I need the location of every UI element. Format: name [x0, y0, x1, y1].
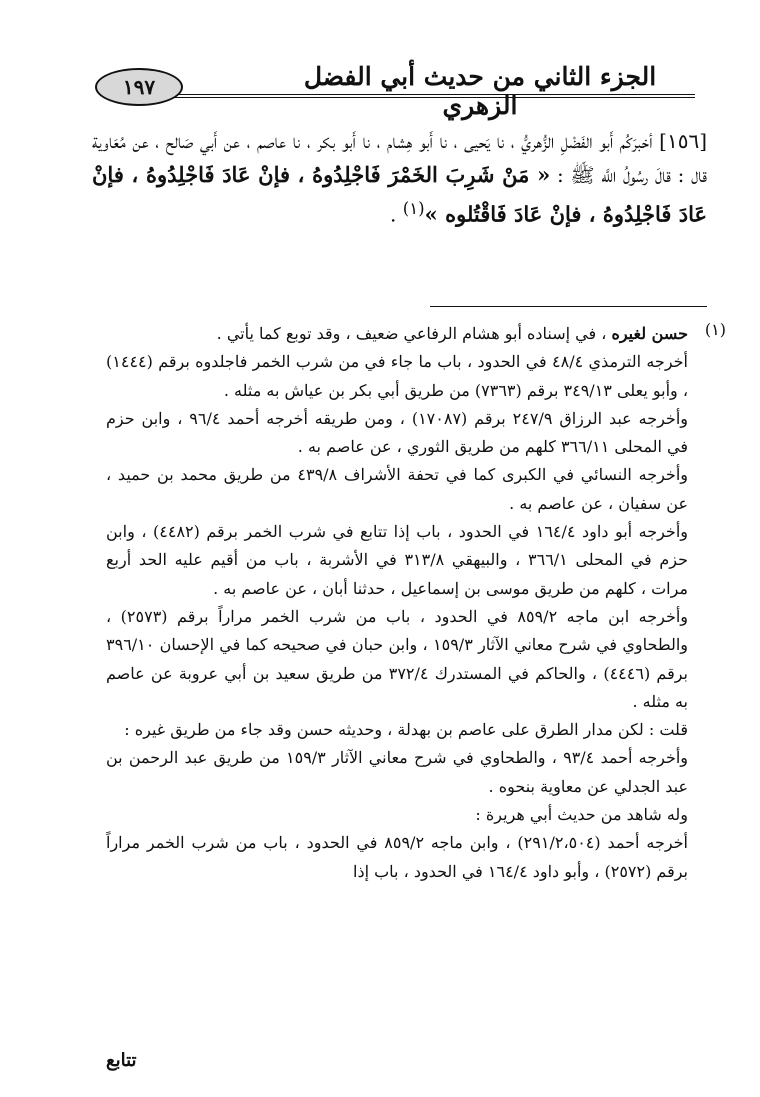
footnote-paragraph: وله شاهد من حديث أبي هريرة : [475, 805, 688, 825]
footnote-marker: (١) [704, 320, 726, 339]
hadith-matn: « مَنْ شَرِبَ الخَمْرَ فَاجْلِدُوهُ ، فإنْ عَادَ فَاجْلِدُوهُ ، فإنْ عَادَ فَاجْلِدُوهُ ، فإنْ عَادَ فَاقْتُلوه » [92, 162, 707, 227]
running-header [95, 56, 695, 120]
footnote-paragraph: وأخرجه النسائي في الكبرى كما في تحفة الأشراف ٤٣٩/٨ من طريق محمد بن حميد ، عن سفيان ، عن عاصم به . [106, 465, 688, 513]
footnote-paragraph: وأخرجه أحمد ٩٣/٤ ، والطحاوي في شرح معاني الآثار ١٥٩/٣ من طريق عبد الرحمن بن عبد الجدلي عن معاوية بنحوه . [106, 748, 689, 796]
footnote-paragraph: وأخرجه ابن ماجه ٨٥٩/٢ في الحدود ، باب من شرب الخمر مراراً برقم (٢٥٧٣) ، والطحاوي في شرح معاني الآثار ١٥٩/٣ ، وابن حبان في صحيحه كما في الإحسان ٣٩٦/١٠ برقم (٤٤٤٦) ، والحاكم في المستدرك ٣٧٢/٤ من طريق سعيد بن أبي عروبة عن عاصم به مثله . [106, 606, 689, 711]
footnote-paragraph: قلت : لكن مدار الطرق على عاصم بن بهدلة ، وحديثه حسن وقد جاء من طريق غيره : [124, 720, 688, 740]
hadith-number: [١٥٦] [659, 129, 707, 153]
catchword: تتابع [106, 1050, 137, 1071]
footnote-reference[interactable]: (١) [402, 199, 425, 218]
footnote-paragraph: أخرجه أحمد (٢٩١/٢،٥٠٤) ، وابن ماجه ٨٥٩/٢ في الحدود ، باب من شرب الخمر مراراً برقم (٢٥٧٢) ، وأبو داود ١٦٤/٤ في الحدود ، باب إذا [106, 833, 689, 881]
book-title: الجزء الثاني من حديث أبي الفضل الزهري [303, 62, 657, 120]
footnote-paragraph: وأخرجه عبد الرزاق ٢٤٧/٩ برقم (١٧٠٨٧) ، ومن طريقه أخرجه أحمد ٩٦/٤ ، وابن حزم في المحلى ٣٦٦/١١ كلهم من طريق الثوري ، عن عاصم به . [106, 408, 688, 457]
footnote-paragraph: أخرجه الترمذي ٤٨/٤ في الحدود ، باب ما جاء في من شرب الخمر فاجلدوه برقم (١٤٤٤) ، وأبو يعلى ٣٤٩/١٣ برقم (٧٣٦٣) من طريق أبي بكر بن عياش به مثله . [106, 352, 688, 400]
footnote-section [106, 320, 726, 886]
footnote-paragraph: حسن لغيره ، في إسناده أبو هشام الرفاعي ضعيف ، وقد توبع كما يأتي . [216, 324, 688, 343]
page-number: ١٩٧ [95, 68, 183, 106]
header-rule [155, 94, 695, 98]
grading-label: حسن لغيره [611, 324, 688, 343]
hadith-end: . [389, 202, 397, 227]
hadith-isnad: أخبرَكُم أَبو الفَضْلِ الزُّهريُّ ، نا يَحيى ، نا أَبو هِشام ، نا أَبو بكر ، نا عاصم ، عن أَبي صَالح ، عن مُعَاوية قال : قالَ رسُولُ اللَّه ﷺ : [92, 129, 707, 187]
footnote-divider [430, 306, 707, 307]
hadith-text [92, 124, 707, 232]
footnote-body [106, 320, 688, 886]
footnote-paragraph: وأخرجه أبو داود ١٦٤/٤ في الحدود ، باب إذا تتابع في شرب الخمر برقم (٤٤٨٢) ، وابن حزم في المحلى ٣٦٦/١ ، والبيهقي ٣١٣/٨ في الأشربة ، باب من أقيم عليه الحد أربع مرات ، كلهم من طريق موسى بن إسماعيل ، حدثنا أبان ، عن عاصم به . [106, 522, 689, 598]
